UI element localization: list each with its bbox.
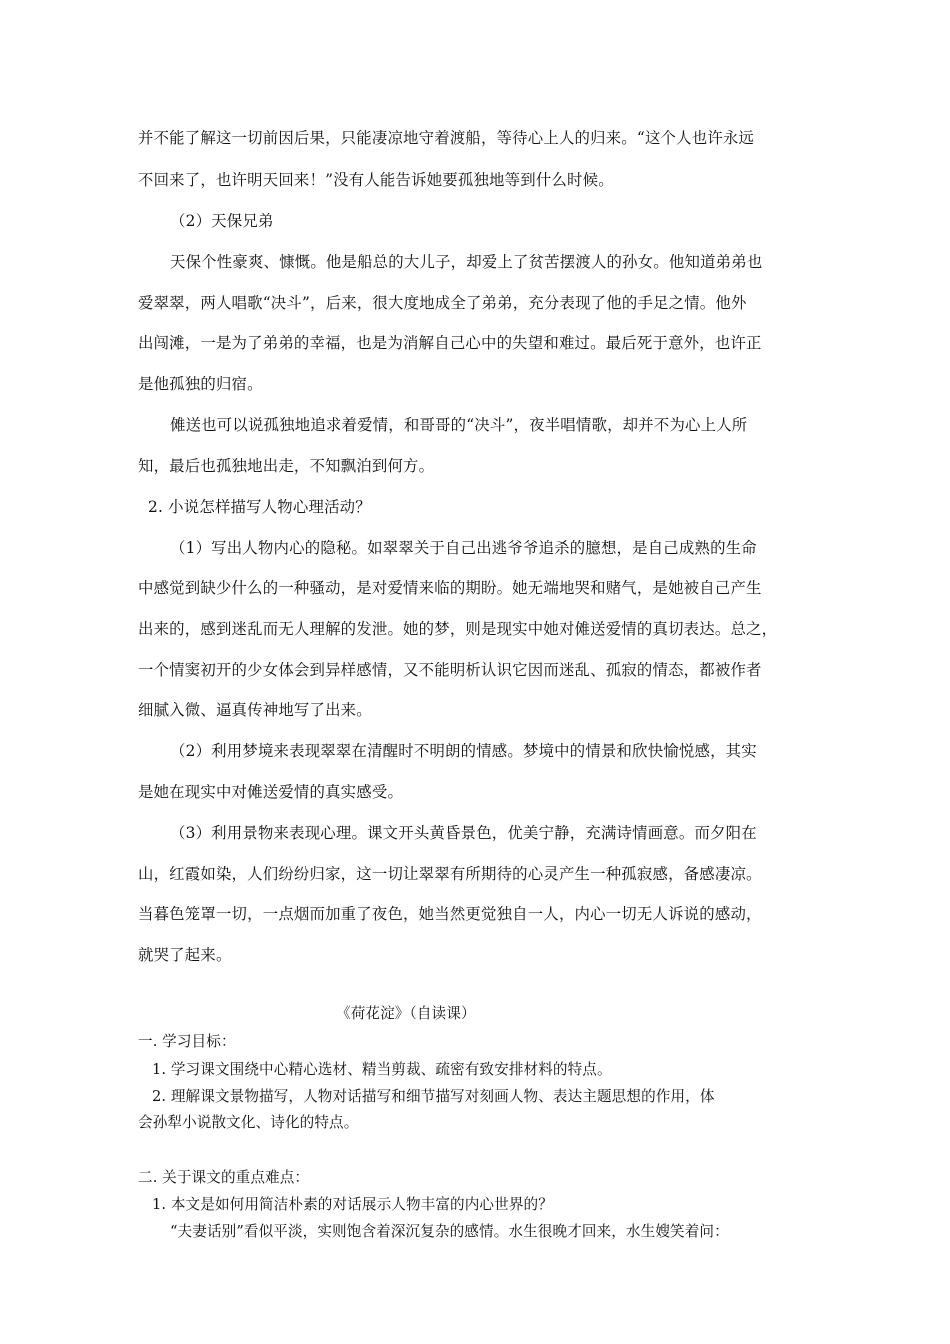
paragraph-line: 细腻入微、逼真传神地写了出来。 (138, 701, 372, 719)
paragraph-line: （2）利用梦境来表现翠翠在清醒时不明朗的情感。梦境中的情景和欣快愉悦感，其实 (170, 742, 757, 760)
paragraph-line: （3）利用景物来表现心理。课文开头黄昏景色，优美宁静，充满诗情画意。而夕阳在 (170, 824, 757, 842)
paragraph-line: 当暮色笼罩一切，一点烟而加重了夜色，她当然更觉独自一人，内心一切无人诉说的感动， (138, 905, 762, 923)
paragraph-line: 就哭了起来。 (138, 946, 232, 964)
paragraph-line: 傩送也可以说孤独地追求着爱情，和哥哥的“决斗”，夜半唱情歌，却并不为心上人所 (170, 416, 748, 434)
paragraph-line: “夫妻话别”看似平淡，实则饱含着深沉复杂的感情。水生很晚才回来，水生嫂笑着问： (170, 1223, 729, 1240)
question-heading: 2. 小说怎样描写人物心理活动？ (148, 498, 371, 516)
paragraph-line: 中感觉到缺少什么的一种骚动，是对爱情来临的期盼。她无端地哭和赌气，是她被自己产生 (138, 579, 762, 597)
paragraph-line: 一个情窦初开的少女体会到异样感情，又不能明析认识它因而迷乱、孤寂的情态，都被作者 (138, 661, 762, 679)
subheading-tianbao: （2）天保兄弟 (170, 212, 274, 230)
paragraph-line: 爱翠翠，两人唱歌“决斗”，后来，很大度地成全了弟弟，充分表现了他的手足之情。他外 (138, 294, 747, 312)
paragraph-line: 是她在现实中对傩送爱情的真实感受。 (138, 783, 404, 801)
paragraph-line: （1）写出人物内心的隐秘。如翠翠关于自己出逃爷爷追杀的臆想，是自己成熟的生命 (170, 539, 757, 557)
paragraph-line: 出来的，感到迷乱而无人理解的发泄。她的梦，则是现实中她对傩送爱情的真切表达。总之， (138, 620, 778, 638)
list-item: 1. 学习课文围绕中心精心选材、精当剪裁、疏密有致安排材料的特点。 (152, 1061, 612, 1078)
paragraph-line: 出闯滩，一是为了弟弟的幸福，也是为消解自己心中的失望和难过。最后死于意外，也许正 (138, 334, 762, 352)
section-heading: 二. 关于课文的重点难点： (138, 1169, 310, 1186)
paragraph-line: 并不能了解这一切前因后果，只能凄凉地守着渡船，等待心上人的归来。“这个人也许永远 (138, 129, 755, 147)
paragraph-line: 知，最后也孤独地出走，不知飘泊到何方。 (138, 457, 435, 475)
list-item: 1. 本文是如何用简洁朴素的对话展示人物丰富的内心世界的？ (152, 1196, 553, 1213)
paragraph-line: 山，红霞如染，人们纷纷归家，这一切让翠翠有所期待的心灵产生一种孤寂感，备感凄凉。 (138, 865, 762, 883)
lesson-title: 《荷花淀》（自读课） (336, 1005, 476, 1022)
paragraph-line: 天保个性豪爽、慷慨。他是船总的大儿子，却爱上了贫苦摆渡人的孙女。他知道弟弟也 (170, 253, 763, 271)
list-item: 2. 理解课文景物描写，人物对话描写和细节描写对刻画人物、表达主题思想的作用，体 (152, 1088, 715, 1105)
paragraph-line: 是他孤独的归宿。 (138, 375, 263, 393)
list-item-continuation: 会孙犁小说散文化、诗化的特点。 (138, 1114, 359, 1131)
paragraph-line: 不回来了，也许明天回来！”没有人能告诉她要孤独地等到什么时候。 (138, 171, 614, 189)
section-heading: 一. 学习目标： (138, 1033, 236, 1050)
